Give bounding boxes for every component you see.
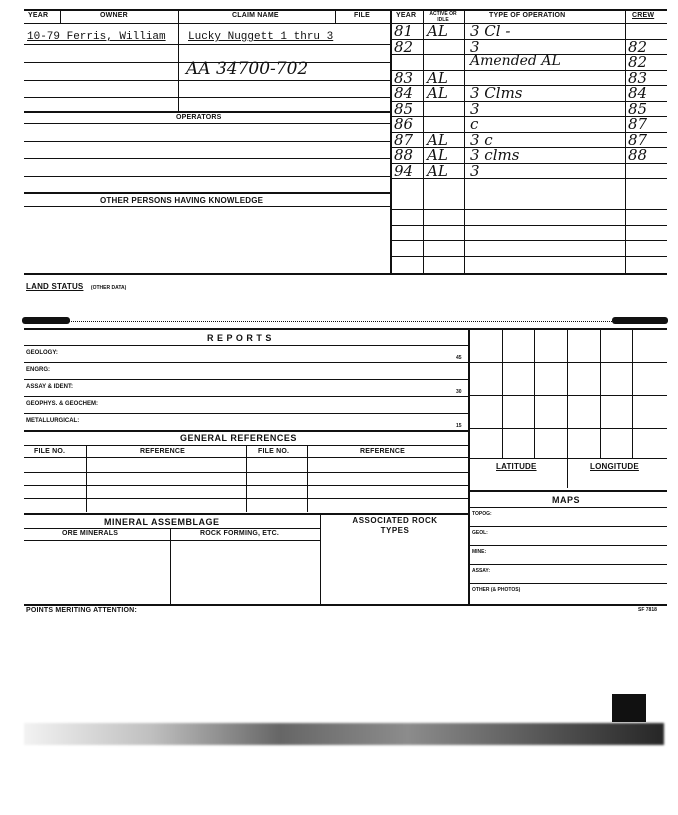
maps-row-line: [468, 526, 667, 527]
mineral-col-line: [170, 528, 171, 604]
header-divider: [178, 9, 179, 23]
grid-col: [600, 328, 601, 458]
mineral-rule: [24, 528, 320, 529]
header-divider: [335, 9, 336, 23]
worklog-type: Amended AL: [470, 53, 561, 69]
grid-col: [534, 328, 535, 458]
worklog-col-divider: [423, 9, 424, 274]
reports-row-label: METALLURGICAL:: [26, 418, 80, 424]
worklog-header-type: TYPE OF OPERATION: [489, 12, 566, 19]
general-ref-col-ref1: REFERENCE: [140, 448, 185, 455]
worklog-crew: 85: [628, 99, 648, 118]
worklog-left-border: [390, 9, 392, 274]
claim-serial-handwritten: AA 34700-702: [186, 59, 309, 79]
land-status: [26, 276, 126, 294]
scan-artifact-right: [612, 317, 668, 324]
form-number: SF 7818: [638, 607, 657, 613]
worklog-status: AL: [427, 84, 448, 102]
worklog-year: 84: [394, 84, 414, 102]
operators-heading: OPERATORS: [176, 114, 222, 121]
maps-row-label: ASSAY:: [472, 568, 491, 574]
worklog-status: AL: [427, 22, 448, 40]
land-status-sub: (OTHER DATA): [90, 285, 127, 291]
worklog-year: 82: [394, 37, 414, 56]
latitude-label: LATITUDE: [496, 462, 537, 471]
land-status-label: LAND STATUS: [26, 282, 84, 291]
grid-col: [632, 328, 633, 458]
claim-row-line: [24, 97, 390, 98]
worklog-year: 87: [394, 130, 414, 149]
general-ref-row: [24, 485, 468, 486]
reports-top-rule: [24, 328, 667, 330]
page-fold-line: [60, 321, 620, 322]
scan-noise-band: [24, 723, 664, 745]
worklog-status: AL: [427, 130, 448, 149]
general-ref-col-ref2: REFERENCE: [360, 448, 405, 455]
upper-block-bottom: [24, 273, 667, 275]
general-ref-col-line: [86, 445, 87, 512]
mineral-rule: [24, 513, 468, 515]
mineral-title: MINERAL ASSEMBLAGE: [104, 517, 220, 527]
header-divider: [60, 9, 61, 23]
general-ref-col-file1: FILE NO.: [34, 448, 66, 455]
maps-title: MAPS: [552, 495, 581, 505]
worklog-type: 3: [470, 37, 480, 56]
worklog-type: 3 Cl -: [470, 22, 511, 40]
reports-row-line: [24, 379, 468, 380]
worklog-year: 86: [394, 115, 414, 133]
worklog-type: 3 c: [470, 130, 493, 149]
worklog-type: 3 clms: [470, 146, 520, 164]
maps-row-line: [468, 545, 667, 546]
rock-forming-label: ROCK FORMING, ETC.: [200, 530, 280, 537]
worklog-crew: 87: [628, 130, 648, 149]
reports-row-line: [24, 362, 468, 363]
mineral-sub-rule: [24, 540, 320, 541]
worklog-year: 85: [394, 99, 414, 118]
latlong-divider: [567, 458, 568, 488]
worklog-crew: 87: [628, 115, 648, 133]
reports-row-label: GEOPHYS. & GEOCHEM:: [26, 401, 99, 407]
worklog-year: 88: [394, 146, 414, 164]
grid-row: [468, 395, 667, 396]
grid-col: [567, 328, 568, 458]
scan-artifact-left: [22, 317, 70, 324]
reports-row-label: ENGRG:: [26, 367, 50, 373]
grid-row: [468, 428, 667, 429]
worklog-status: AL: [427, 161, 448, 180]
worklog-row-line: [390, 240, 667, 241]
worklog-crew: 83: [628, 68, 648, 87]
maps-row-line: [468, 564, 667, 565]
grid-row: [468, 362, 667, 363]
worklog-type: 3: [470, 161, 480, 180]
worklog-crew: 82: [628, 53, 648, 71]
claim-header-owner: OWNER: [100, 12, 128, 19]
worklog-type: c: [470, 115, 479, 133]
maps-row-label: TOPOG:: [472, 511, 492, 517]
worklog-row-line: [390, 209, 667, 210]
reports-row-label: GEOLOGY:: [26, 350, 58, 356]
other-persons-heading: OTHER PERSONS HAVING KNOWLEDGE: [100, 196, 264, 205]
worklog-year: 83: [394, 68, 414, 87]
maps-row-label: GEOL:: [472, 530, 488, 536]
reports-title: R E P O R T S: [207, 333, 272, 343]
points-meriting-attention: POINTS MERITING ATTENTION:: [26, 607, 137, 614]
worklog-crew: 88: [628, 146, 648, 164]
worklog-crew: 82: [628, 37, 648, 56]
claim-year-owner: 10-79 Ferris, William: [27, 31, 166, 43]
maps-rule: [468, 507, 667, 508]
worklog-col-divider: [464, 9, 465, 274]
top-border: [24, 9, 667, 11]
other-persons-rule: [24, 192, 390, 194]
associated-rock-label: ASSOCIATED ROCK TYPES: [352, 516, 438, 535]
worklog-status: AL: [427, 146, 448, 164]
operators-row-line: [24, 176, 390, 177]
operators-row-line: [24, 158, 390, 159]
worklog-year: 94: [394, 161, 414, 180]
reports-row-line: [24, 396, 468, 397]
operators-row-line: [24, 141, 390, 142]
operators-rule: [24, 111, 390, 113]
claim-header-file: FILE: [354, 12, 370, 19]
maps-row-label: MINE:: [472, 549, 487, 555]
worklog-header-year: YEAR: [396, 12, 417, 19]
maps-rule: [468, 490, 667, 492]
reports-row-line: [24, 413, 468, 414]
grid-col: [502, 328, 503, 458]
general-ref-rule: [24, 430, 468, 432]
maps-row-line: [468, 583, 667, 584]
operators-rule: [24, 123, 390, 124]
worklog-row-line: [390, 116, 667, 117]
maps-row-label: OTHER (& PHOTOS): [472, 587, 521, 593]
reports-row-number: 15: [456, 423, 462, 429]
worklog-row-line: [390, 256, 667, 257]
general-ref-col-file2: FILE NO.: [258, 448, 290, 455]
worklog-col-divider: [625, 9, 626, 274]
worklog-header-crew: CREW: [632, 12, 655, 19]
claim-header-year: YEAR: [28, 12, 49, 19]
worklog-crew: 84: [628, 84, 648, 102]
claim-row-line: [24, 44, 390, 45]
reports-row-label: ASSAY & IDENT:: [26, 384, 74, 390]
worklog-status: AL: [427, 68, 448, 87]
worklog-row-line: [390, 225, 667, 226]
claim-col-divider: [178, 23, 179, 111]
general-ref-row: [24, 498, 468, 499]
reports-title-rule: [24, 345, 468, 346]
longitude-label: LONGITUDE: [590, 462, 639, 471]
worklog-header-active: ACTIVE OR IDLE: [429, 11, 457, 23]
ore-minerals-label: ORE MINERALS: [62, 530, 119, 537]
reports-right-border: [468, 328, 470, 604]
worklog-year: 81: [394, 22, 414, 40]
general-ref-title: GENERAL REFERENCES: [180, 433, 297, 443]
claim-header-claim-name: CLAIM NAME: [232, 12, 279, 19]
claim-row-line: [24, 80, 390, 81]
mineral-col-line: [320, 513, 321, 604]
worklog-type: 3 Clms: [470, 84, 523, 102]
scan-artifact-block: [612, 694, 646, 722]
other-persons-rule: [24, 206, 390, 207]
claim-name: Lucky Nuggett 1 thru 3: [188, 31, 334, 43]
general-ref-col-line: [307, 445, 308, 512]
general-ref-row: [24, 472, 468, 473]
general-ref-col-line: [246, 445, 247, 512]
reports-row-number: 45: [456, 355, 462, 361]
bottom-rule: [24, 604, 667, 606]
reports-row-number: 30: [456, 389, 462, 395]
worklog-type: 3: [470, 99, 480, 118]
header-rule: [24, 23, 390, 24]
